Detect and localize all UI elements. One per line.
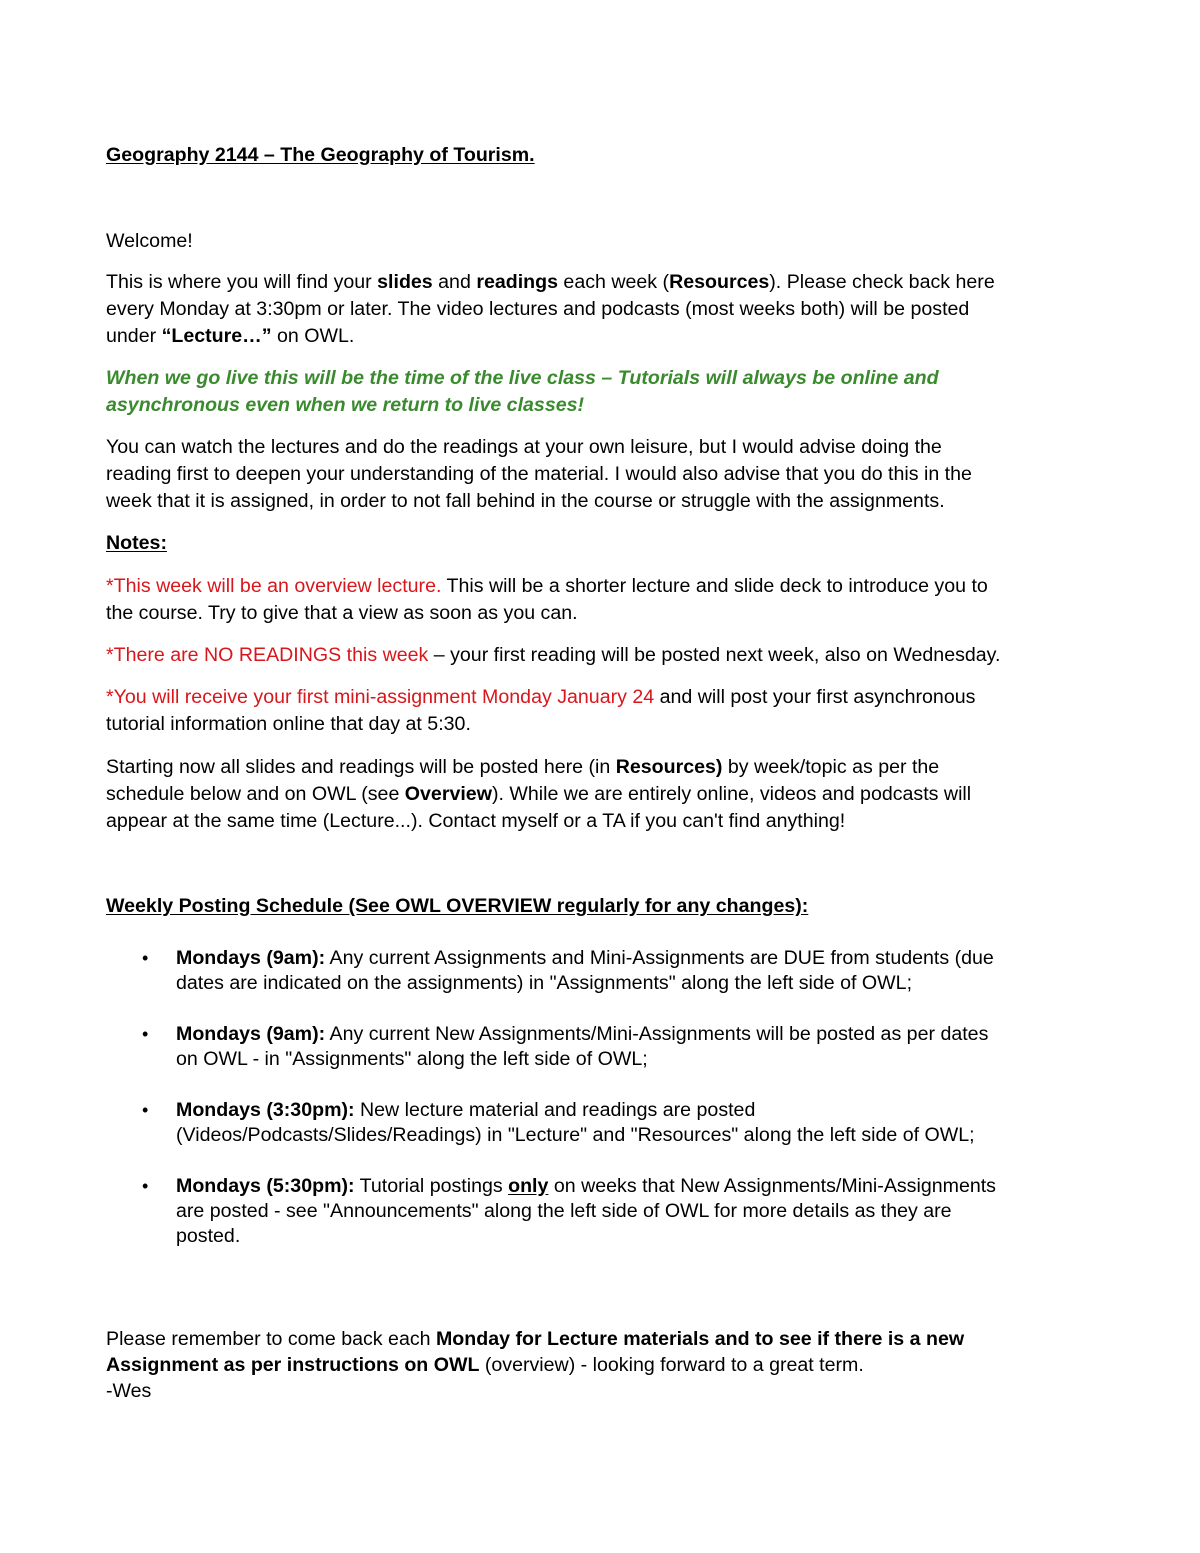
advice-line-2: reading first to deepen your understanding of the material. I would also advise that you do this in the: [106, 463, 972, 485]
list-item-line-1: Mondays (3:30pm): New lecture material and readings are posted: [176, 1099, 756, 1121]
bullet-icon: •: [142, 948, 149, 968]
list-item-line-1: Mondays (5:30pm): Tutorial postings only on weeks that New Assignments/Mini-Assignments: [176, 1175, 996, 1197]
bullet-icon: •: [142, 1176, 149, 1196]
list-item-line-1: Mondays (9am): Any current New Assignments/Mini-Assignments will be posted as per dates: [176, 1023, 989, 1045]
schedule-heading: Weekly Posting Schedule (See OWL OVERVIEW regularly for any changes):: [106, 895, 809, 917]
list-item-line-2: are posted - see "Announcements" along the left side of OWL for more details as they are: [176, 1200, 952, 1222]
intro-line-2: every Monday at 3:30pm or later. The video lectures and podcasts (most weeks both) will be posted: [106, 298, 970, 320]
list-item-line-2: on OWL - in "Assignments" along the left side of OWL;: [176, 1048, 648, 1070]
notes-heading: Notes:: [106, 532, 167, 554]
live-note-line-2: asynchronous even when we return to live classes!: [106, 394, 585, 416]
note-overview-line-1: *This week will be an overview lecture. This will be a shorter lecture and slide deck to introduce you to: [106, 575, 988, 597]
intro-line-3: under “Lecture…” on OWL.: [106, 325, 355, 347]
closing-line-1: Please remember to come back each Monday for Lecture materials and to see if there is a new: [106, 1328, 965, 1350]
list-item-line-1: Mondays (9am): Any current Assignments and Mini-Assignments are DUE from students (due: [176, 947, 994, 969]
list-item-line-2: dates are indicated on the assignments) in "Assignments" along the left side of OWL;: [176, 972, 913, 994]
bullet-icon: •: [142, 1024, 149, 1044]
page-title: Geography 2144 – The Geography of Tourism.: [106, 144, 535, 166]
signature: -Wes: [106, 1380, 152, 1402]
note-mini-line-1: *You will receive your first mini-assignment Monday January 24 and will post your first asynchronous: [106, 686, 976, 708]
bullet-icon: •: [142, 1100, 149, 1120]
live-note-line-1: When we go live this will be the time of the live class – Tutorials will always be online and: [106, 367, 939, 389]
note-mini-line-2: tutorial information online that day at 5:30.: [106, 713, 471, 735]
starting-line-1: Starting now all slides and readings will be posted here (in Resources) by week/topic as per the: [106, 756, 940, 778]
list-item-line-3: posted.: [176, 1225, 241, 1247]
starting-line-2: schedule below and on OWL (see Overview). While we are entirely online, videos and podcasts will: [106, 783, 972, 805]
closing-line-2: Assignment as per instructions on OWL (overview) - looking forward to a great term.: [106, 1354, 864, 1376]
note-no-readings: *There are NO READINGS this week – your first reading will be posted next week, also on Wednesday.: [106, 644, 1001, 666]
list-item-line-2: (Videos/Podcasts/Slides/Readings) in "Lecture" and "Resources" along the left side of OWL;: [176, 1124, 975, 1146]
note-overview-line-2: the course. Try to give that a view as soon as you can.: [106, 602, 578, 624]
advice-line-3: week that it is assigned, in order to not fall behind in the course or struggle with the assignments.: [106, 490, 945, 512]
intro-line-1: This is where you will find your slides and readings each week (Resources). Please check back here: [106, 271, 995, 293]
starting-line-3: appear at the same time (Lecture...). Contact myself or a TA if you can't find anything!: [106, 810, 846, 832]
welcome-text: Welcome!: [106, 230, 193, 252]
advice-line-1: You can watch the lectures and do the readings at your own leisure, but I would advise doing the: [106, 436, 942, 458]
